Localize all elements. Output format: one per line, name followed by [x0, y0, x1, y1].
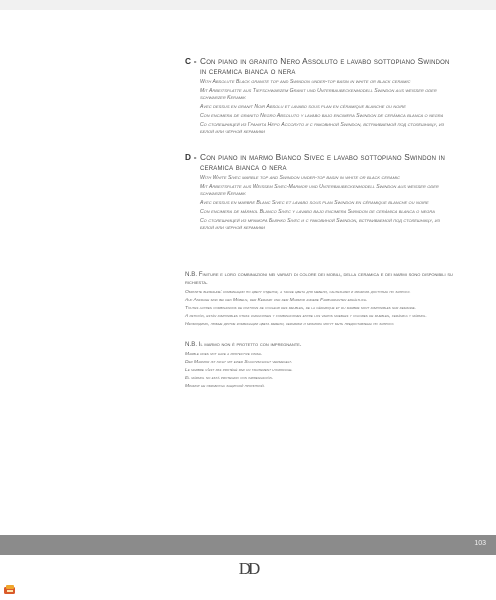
note-protection-line-de: Der Marmor ist nicht mit einer Schutzschicht versiegelt. [185, 360, 293, 366]
note-protection-line-ru: Мрамор не обработан защитной пропиткой. [185, 384, 265, 390]
section-c-letter: C - [185, 56, 197, 66]
section-c-line-de: Mit Arbeitsplatte aus Tiefschwarzem Granit und Unterbaubeckenmodell Swindon aus weisser oder schwarzer Keramik [200, 88, 437, 101]
section-c-translations [200, 79, 455, 136]
section-d-title: Con piano in marmo Bianco Sivec e lavabo sottopiano Swindon in ceramica bianca o nera [200, 152, 446, 172]
section-d [185, 152, 455, 234]
section-d-line-fr: Avec dessus en marbre Blanc Sivec et lavabo sous plan Swindon en céramique blanche ou noire [200, 200, 429, 206]
note-protection-line-fr: Le marbre n'est pas protégé par un traitement hydrofuge. [185, 368, 293, 374]
top-band [0, 0, 496, 10]
section-d-line-en: With White Sivec marble top and Swindon under-top basin in white or black ceramic [200, 175, 400, 181]
section-d-line-de: Mit Arbeitsplatte aus Weissem Sivec-Marmor und Unterbaubeckenmodell Swindon aus weisser oder schwarzer Keramik [200, 184, 439, 197]
note-colors [185, 271, 460, 330]
tray-icon[interactable] [3, 583, 17, 595]
section-d-line-ru: Со столешницей из мрамора Бьянко Sivec и с раковиной Swindon, встраиваемой под столешницу, из белой или чёрной керамики [200, 218, 440, 231]
note-colors-line-ru: Обратите внимание: комбинации по цвету отделок, а также цвета для мебели, сантехники и мрамора доступны по запросу. [185, 290, 411, 295]
section-c-line-es: Con encimera de granito Negro Absoluto y lavabo bajo encimera Swindon de cerámica blanca o negra [200, 113, 444, 119]
note-colors-line-fr: Toutes autres combinaisons de finitions de couleur des meubles, de la céramique et du marbre sont disponibles sur demande. [185, 306, 417, 312]
note-protection-heading: N.B. Il marmo non è protetto con impregnante. [185, 341, 302, 348]
section-c-line-fr: Avec dessus en granit Noir Absolu et lavabo sous plan en céramique blanche ou noire [200, 104, 406, 110]
section-c-heading [185, 56, 455, 76]
brand-logo [228, 561, 268, 577]
note-colors-line-de: Auf Anfrage sind bei den Möbeln, der Keramik und dem Marmor andere Farbvarianten erhältlich. [185, 298, 368, 304]
section-c [185, 56, 455, 138]
note-colors-line-es: A petición, están disponibles otras variaciones y combinaciones entre los varios muebles y colores de muebles, cerámica y mármol. [185, 314, 427, 320]
note-protection-line-es: El mármol no está protegido con impregnación. [185, 376, 274, 382]
section-c-line-en: With Absolute Black granite top and Swindon under-top basin in white or black ceramic [200, 79, 411, 85]
section-d-translations [200, 175, 455, 232]
note-colors-heading: N.B. Finiture e loro combinazioni nei variati di colore dei mobili, della ceramica e dei marmi sono disponibili su richiesta. [185, 271, 453, 286]
section-d-line-es: Con encimera de mármol Blanco Sivec y lavabo bajo encimera Swindon de cerámica blanca o negra [200, 209, 435, 215]
note-protection [185, 341, 460, 392]
section-c-title: Con piano in granito Nero Assoluto e lavabo sottopiano Swindon in ceramica bianca o nera [200, 56, 450, 76]
brand-logo-text: DD [238, 559, 258, 578]
section-c-line-ru: Со столешницей из Гранита Неро Ассолуто и с раковиной Swindon, встраиваемой под столешницу, из белой или чёрной керамики [200, 122, 445, 135]
section-d-letter: D - [185, 152, 197, 162]
note-colors-line-ru2: Необходимо, любые другие комбинации цвета мебели, керамики и мрамора могут быть предоставлены по запросу. [185, 322, 395, 328]
section-d-heading [185, 152, 455, 172]
footer-bar [0, 535, 496, 555]
page-number: 103 [474, 540, 486, 547]
note-protection-line-en: Marble does not have a protective finish. [185, 352, 263, 357]
